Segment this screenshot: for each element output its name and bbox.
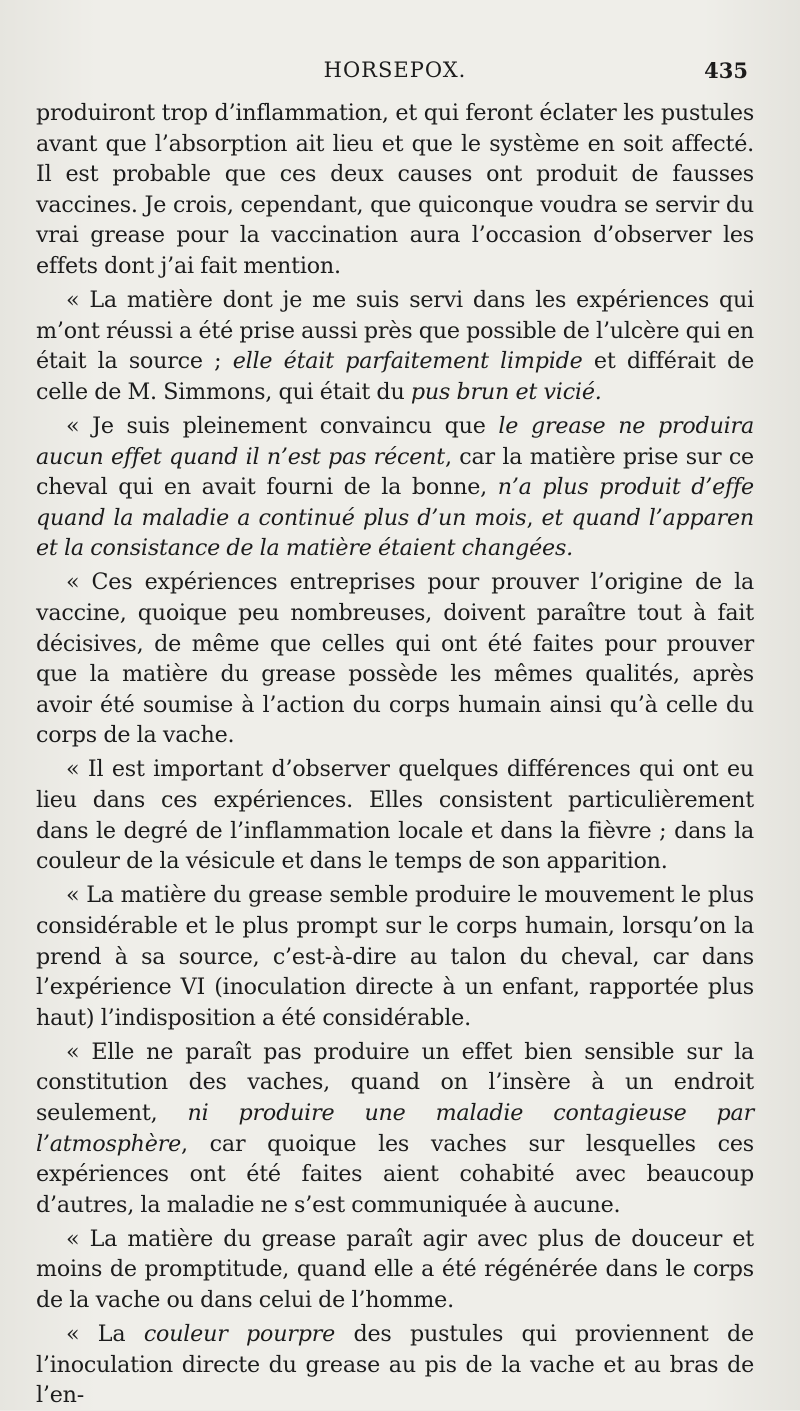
body-text — [36, 98, 754, 1411]
italic-text: ni produire une maladie contagieuse par l’atmosphère — [36, 1100, 754, 1157]
running-title: HORSEPOX. — [323, 58, 467, 82]
text-run: des pustules qui proviennent de l’inoculation directe du grease au pis de la vache et au bras de l’en- — [36, 1321, 754, 1409]
page-header — [36, 56, 754, 92]
text-run: « Il est important d’observer quelques différences qui ont eu lieu dans ces expériences. Elles consistent particulièrement dans le degré de l’inflammation locale et dans la fièvre ; dans la couleur de la vésicule et dans le temps de son apparition. — [36, 756, 754, 875]
text-run: « Je suis pleinement convaincu que — [66, 412, 499, 439]
paragraph-p8 — [36, 1224, 754, 1316]
italic-text: n’a plus produit d’effe quand la maladie a continué plus d’un mois — [36, 474, 754, 531]
italic-text: elle était parfaitement limpide — [232, 348, 583, 375]
paragraph-p5 — [36, 754, 754, 876]
paragraph-p9 — [36, 1319, 754, 1411]
text-run: et différait de celle de M. Simmons, qui était du — [36, 348, 754, 405]
paragraph-p6 — [36, 880, 754, 1033]
italic-text: couleur pourpre — [143, 1321, 336, 1348]
italic-text: et quand l’apparen et la consistance de la matière étaient changées. — [36, 504, 754, 562]
text-run: produiront trop d’inflammation, et qui feront éclater les pustules avant que l’absorption ait lieu et que le système en soit affecté. Il est probable que ces deux causes ont produit de fausses vaccines. Je crois, cependant, que quiconque voudra se servir du vrai grease pour la vaccination aura l’occasion d’observer les effets dont j’ai fait mention. — [36, 100, 754, 279]
text-run: , — [526, 504, 542, 531]
text-run: « La — [66, 1321, 144, 1348]
italic-text: le grease ne produira aucun effet quand il n’est pas récent — [36, 412, 754, 470]
text-run: « Elle ne paraît pas produire un effet bien sensible sur la constitution des vaches, quand on l’insère à un endroit seulement, — [36, 1038, 754, 1126]
text-run: , car la matière prise sur ce cheval qui en avait fourni de la bonne, — [36, 443, 754, 501]
paragraph-p7 — [36, 1037, 754, 1221]
paragraph-p4 — [36, 567, 754, 751]
text-run: , car quoique les vaches sur lesquelles ces expériences ont été faites aient cohabité avec beaucoup d’autres, la maladie ne s’est communiquée à aucune. — [36, 1130, 754, 1218]
paragraph-p1 — [36, 98, 754, 282]
text-run: « La matière du grease semble produire le mouvement le plus considérable et le plus prompt sur le corps humain, lorsqu’on la prend à sa source, c’est-à-dire au talon du cheval, car dans l’expérience VI (inoculation directe à un enfant, rapportée plus haut) l’indisposition a été considérable. — [36, 882, 754, 1031]
italic-text: pus brun et vicié. — [410, 378, 602, 405]
paragraph-p2 — [36, 285, 754, 407]
text-run: « La matière du grease paraît agir avec plus de douceur et moins de promptitude, quand elle a été régénérée dans le corps de la vache ou dans celui de l’homme. — [36, 1225, 754, 1314]
text-run: « Ces expériences entreprises pour prouver l’origine de la vaccine, quoique peu nombreuses, doivent paraître tout à fait décisives, de même que celles qui ont été faites pour prouver que la matière du grease possède les mêmes qualités, après avoir été soumise à l’action du corps humain ainsi qu’à celle du corps de la vache. — [36, 569, 754, 749]
page-number: 435 — [704, 58, 748, 83]
paragraph-p3 — [36, 411, 754, 564]
text-run: « La matière dont je me suis servi dans les expériences qui m’ont réussi a été prise aussi près que possible de l’ulcère qui en était la source ; — [36, 287, 754, 375]
